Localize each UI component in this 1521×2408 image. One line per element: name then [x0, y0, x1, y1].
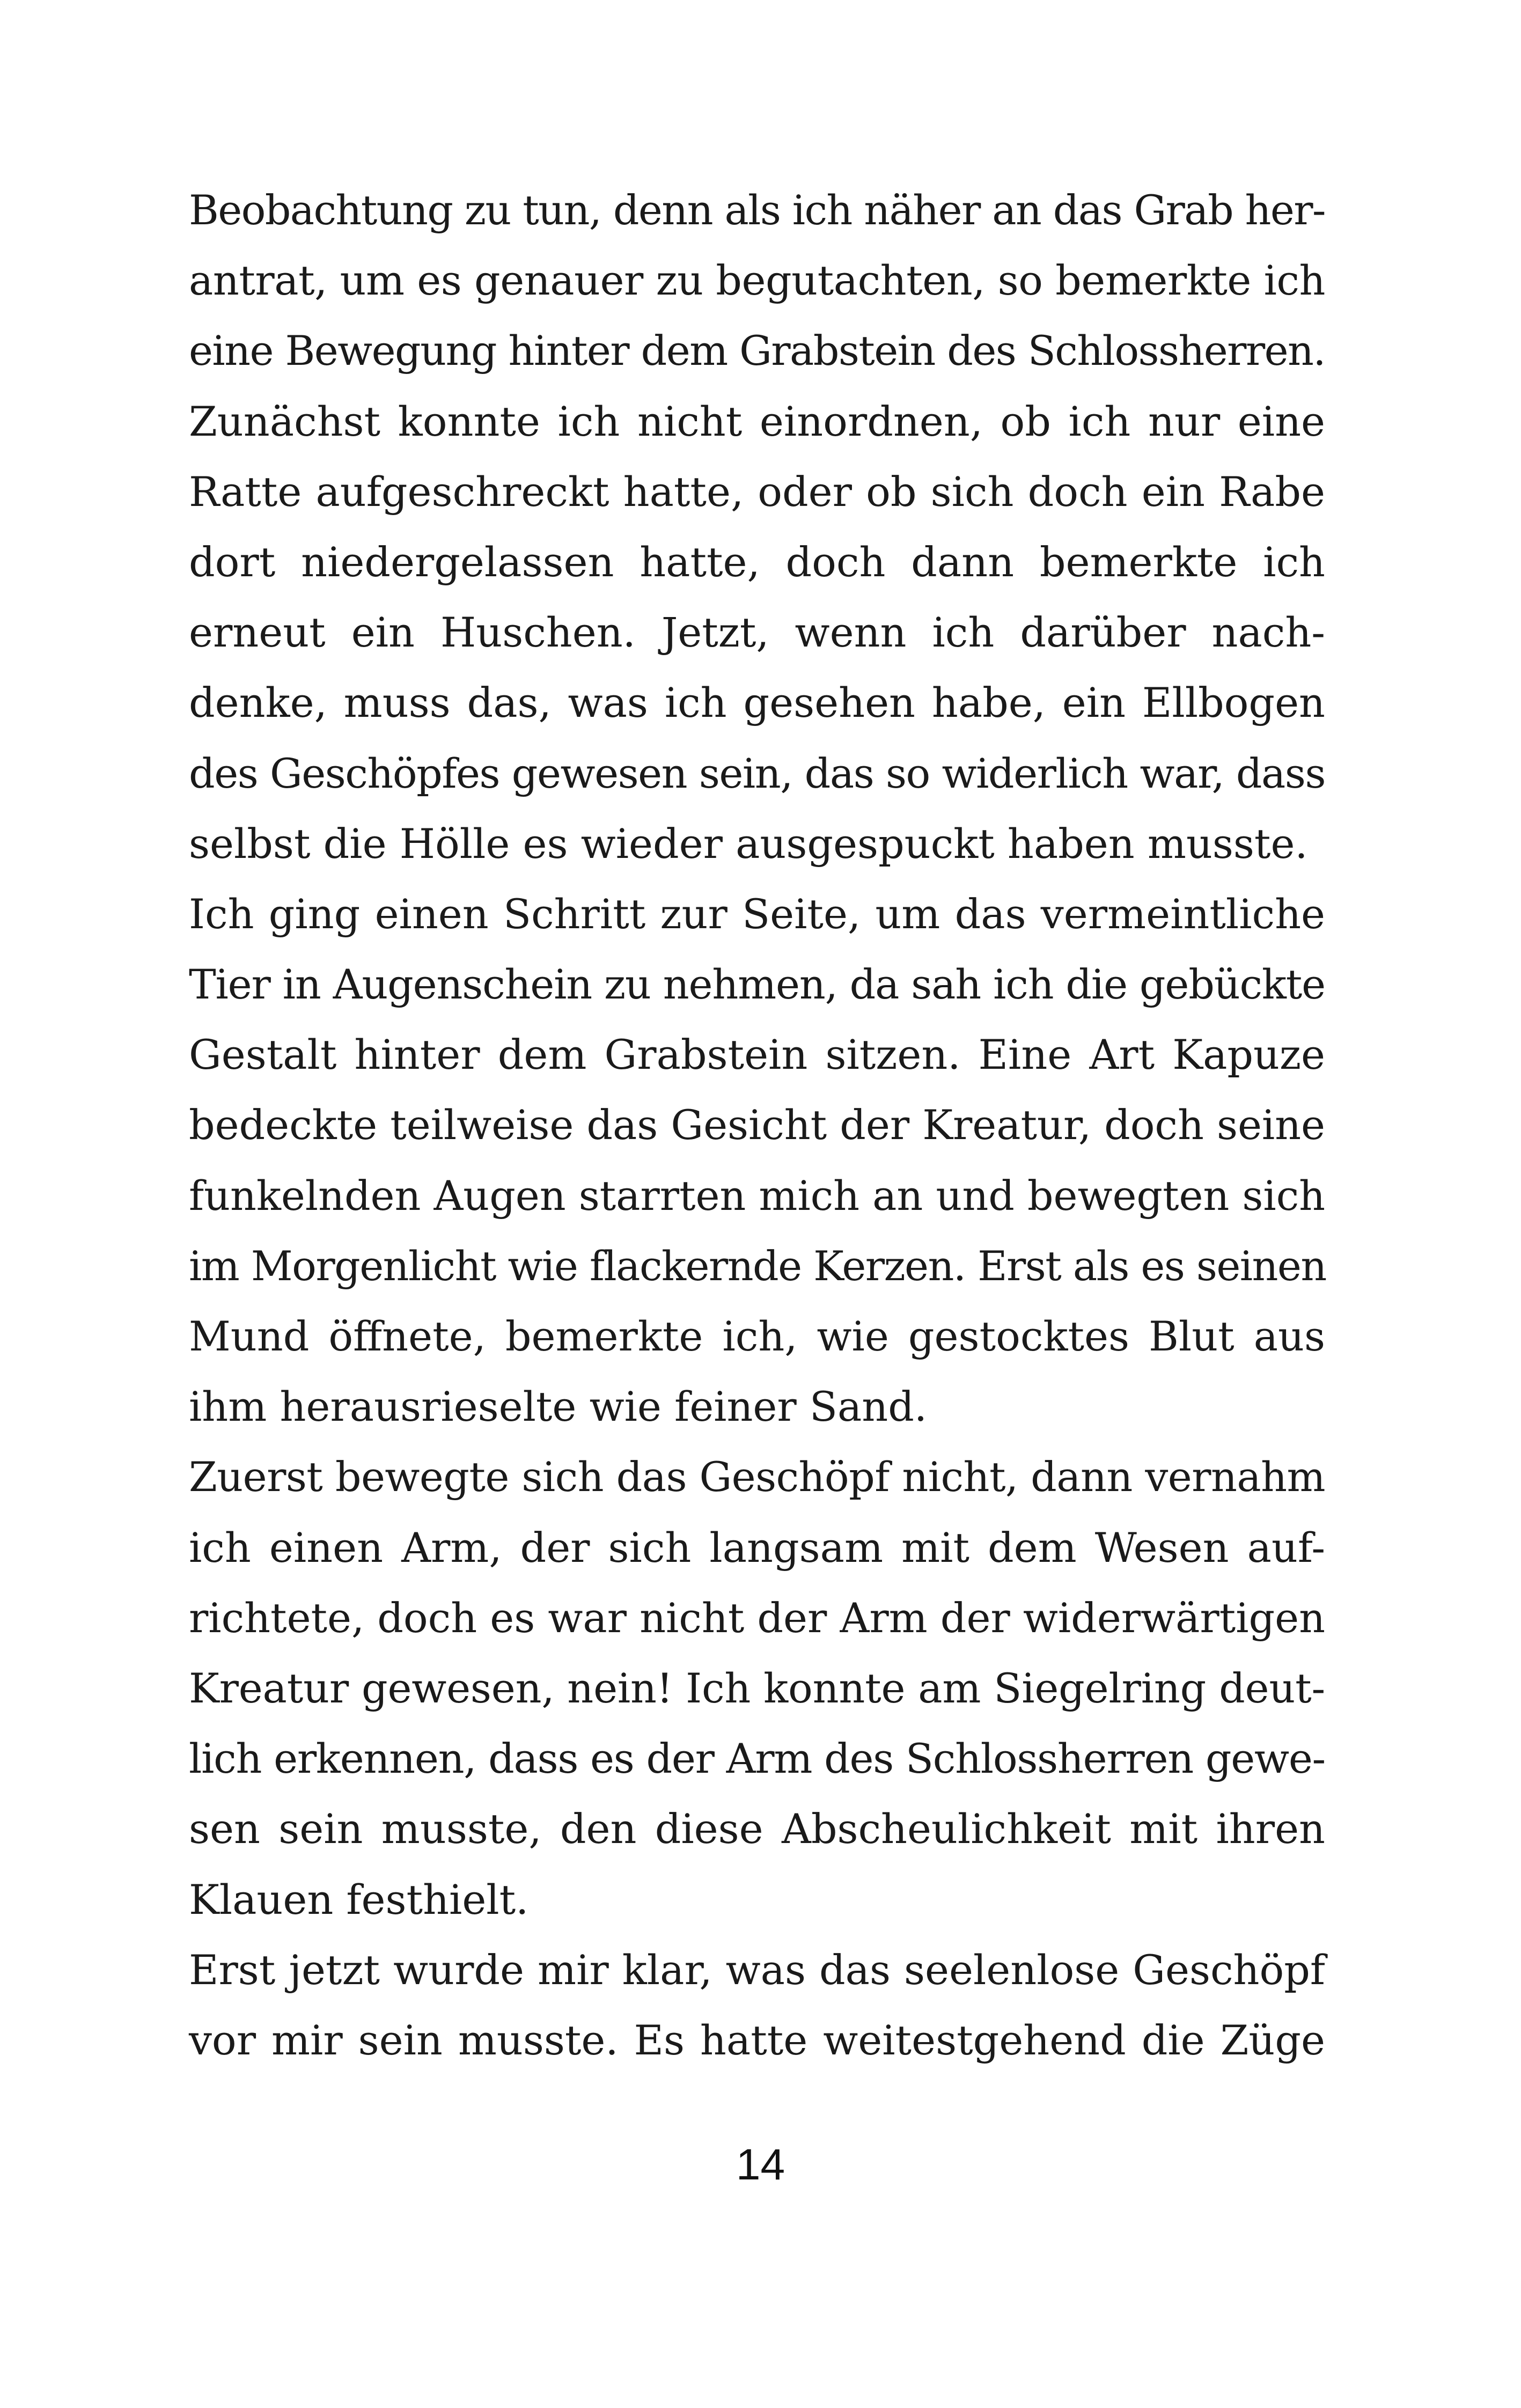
text-line: Zunächst konnte ich nicht einordnen, ob ich nur eine: [189, 397, 1325, 445]
text-line: selbst die Hölle es wieder ausgespuckt haben musste.: [189, 819, 1308, 868]
text-line: vor mir sein musste. Es hatte weitestgehend die Züge: [189, 2016, 1325, 2064]
text-line: Tier in Augenschein zu nehmen, da sah ich die gebückte: [189, 960, 1325, 1009]
text-line: richtete, doch es war nicht der Arm der widerwärtigen: [189, 1594, 1325, 1642]
text-line: Ich ging einen Schritt zur Seite, um das vermeintliche: [189, 890, 1325, 938]
page-number: 14: [736, 2140, 785, 2189]
text-line: funkelnden Augen starrten mich an und bewegten sich: [189, 1171, 1325, 1220]
text-line: antrat, um es genauer zu begutachten, so bemerkte ich: [189, 256, 1325, 305]
text-line: dort niedergelassen hatte, doch dann bemerkte ich: [189, 538, 1325, 586]
text-line: Kreatur gewesen, nein! Ich konnte am Siegelring deut-: [189, 1664, 1325, 1712]
text-line: Gestalt hinter dem Grabstein sitzen. Eine Art Kapuze: [189, 1031, 1325, 1079]
text-line: erneut ein Huschen. Jetzt, wenn ich darüber nach-: [189, 608, 1325, 657]
text-line: ich einen Arm, der sich langsam mit dem Wesen auf-: [189, 1523, 1325, 1572]
text-line: Erst jetzt wurde mir klar, was das seelenlose Geschöpf: [189, 1946, 1325, 1994]
text-line: ihm herausrieselte wie feiner Sand.: [189, 1383, 928, 1431]
text-line: Zuerst bewegte sich das Geschöpf nicht, dann vernahm: [189, 1453, 1325, 1501]
text-line: des Geschöpfes gewesen sein, das so widerlich war, dass: [189, 749, 1325, 797]
text-line: im Morgenlicht wie flackernde Kerzen. Erst als es seinen: [189, 1242, 1326, 1290]
text-line: Mund öffnete, bemerkte ich, wie gestocktes Blut aus: [189, 1312, 1325, 1360]
text-line: lich erkennen, dass es der Arm des Schlossherren gewe-: [189, 1735, 1326, 1783]
text-line: Beobachtung zu tun, denn als ich näher an das Grab her-: [189, 186, 1325, 234]
text-line: sen sein musste, den diese Abscheulichkeit mit ihren: [189, 1805, 1325, 1853]
text-line: bedeckte teilweise das Gesicht der Kreatur, doch seine: [189, 1101, 1325, 1149]
text-line: Klauen festhielt.: [189, 1875, 529, 1924]
body-text: [189, 175, 1325, 2075]
text-line: denke, muss das, was ich gesehen habe, ein Ellbogen: [189, 679, 1325, 727]
text-line: Ratte aufgeschreckt hatte, oder ob sich doch ein Rabe: [189, 467, 1325, 516]
text-line: eine Bewegung hinter dem Grabstein des Schlossherren.: [189, 327, 1325, 375]
